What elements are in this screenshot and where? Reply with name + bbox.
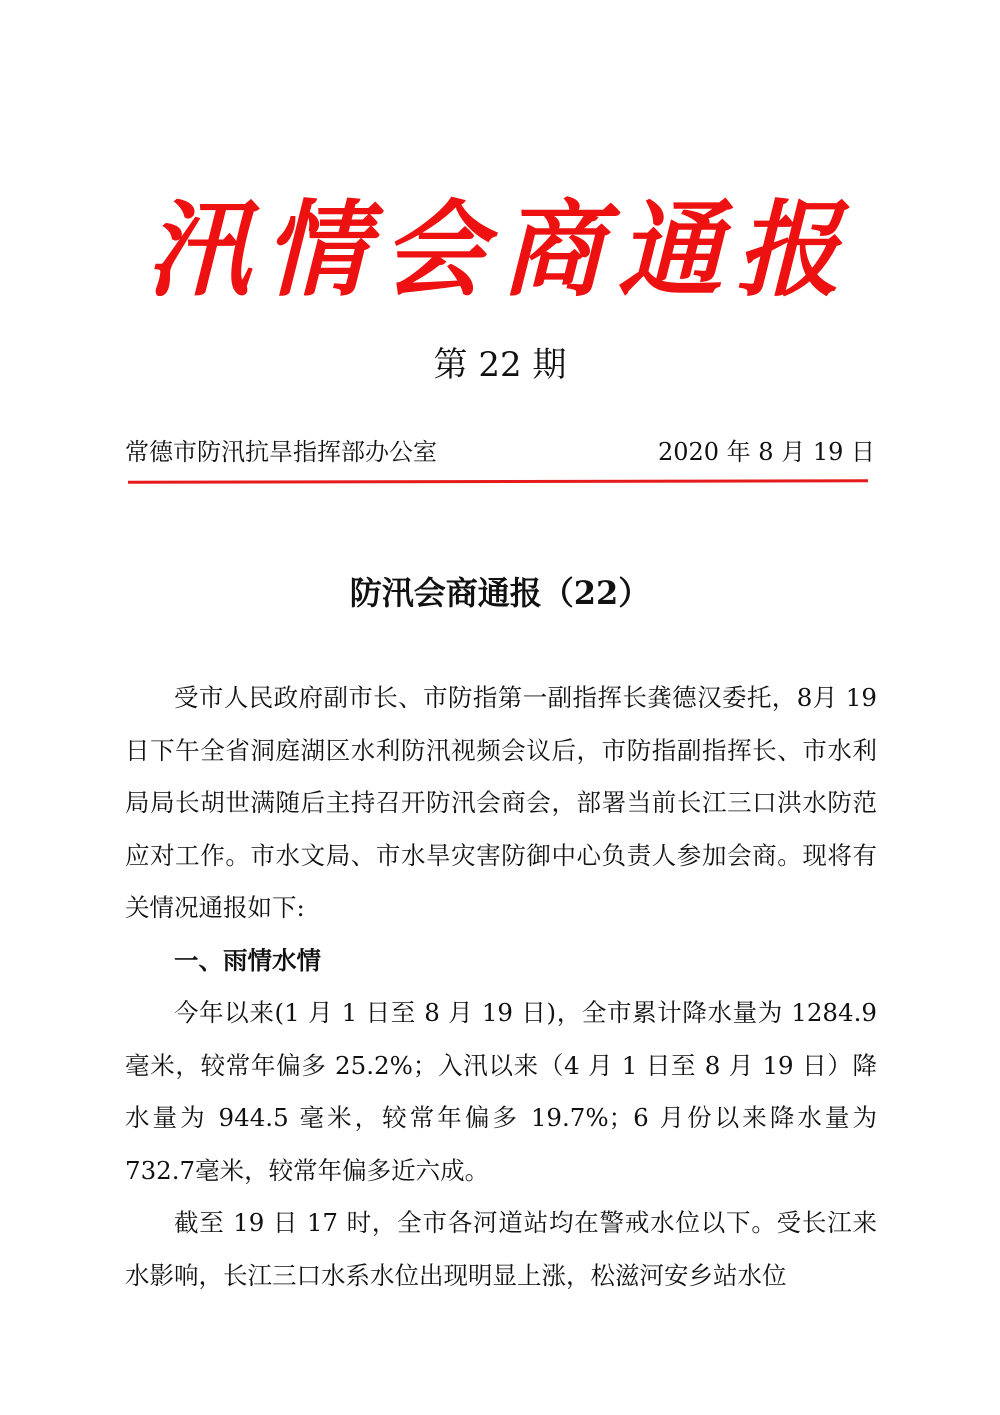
issue-number: 第 22 期 xyxy=(433,345,567,385)
red-divider xyxy=(128,479,868,484)
masthead-title: 汛情会商通报 xyxy=(145,188,854,311)
document-title: 防汛会商通报（22） xyxy=(349,574,651,612)
intro-paragraph: 受市人民政府副市长、市防指第一副指挥长龚德汉委托，8月 19 日下午全省洞庭湖区水利防汛视频会议后，市防指副指挥长、市水利局局长胡世满随后主持召开防汛会商会，部署当前长江三口洪水防范应对工作。市水文局、市水旱灾害防御中心负责人参加会商。现将有关情况通报如下: xyxy=(125,683,877,922)
issue-date: 2020 年 8 月 19 日 xyxy=(657,438,875,466)
water-level-paragraph: 截至 19 日 17 时，全市各河道站均在警戒水位以下。受长江来水影响，长江三口水系水位出现明显上涨，松滋河安乡站水位 xyxy=(125,1208,877,1290)
issuer-name: 常德市防汛抗旱指挥部办公室 xyxy=(125,438,437,466)
document-body xyxy=(125,672,877,1302)
section-heading-rain-water: 一、雨情水情 xyxy=(174,945,321,975)
issuer-row xyxy=(125,432,875,472)
rainfall-paragraph: 今年以来(1 月 1 日至 8 月 19 日)，全市累计降水量为 1284.9毫米，较常年偏多 25.2%；入汛以来（4 月 1 日至 8 月 19 日）降水量为 944.5 毫米，较常年偏多 19.7%；6 月份以来降水量为 732.7毫米，较常年偏多近六成。 xyxy=(125,998,877,1185)
